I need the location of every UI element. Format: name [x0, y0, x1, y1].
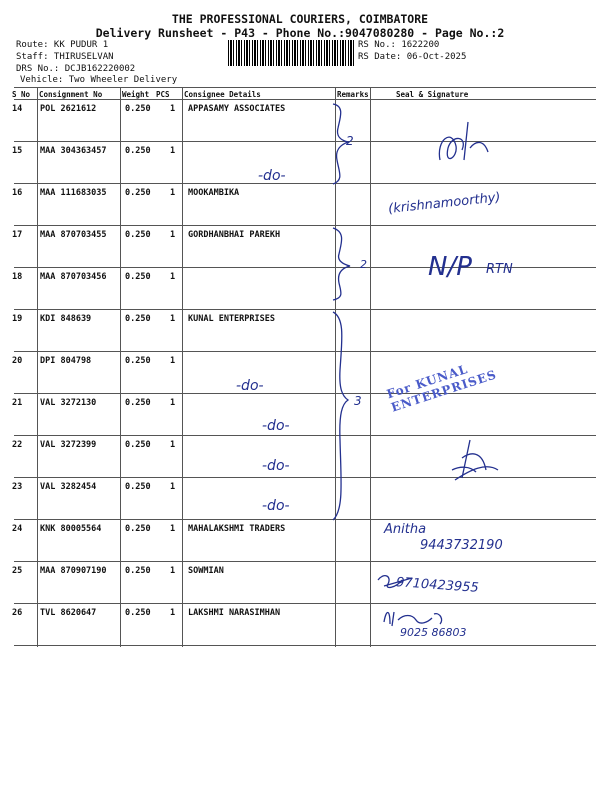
column-header-seal-signature: Seal & Signature — [396, 90, 469, 99]
cell-weight: 0.250 — [125, 314, 151, 324]
column-header-pcs: PCS — [156, 90, 170, 99]
ditto-mark-row-21: -do- — [262, 418, 290, 434]
cell-pcs: 1 — [170, 440, 176, 450]
cell-pcs: 1 — [170, 104, 176, 114]
ditto-mark-row-20: -do- — [236, 378, 264, 394]
cell-sno: 15 — [12, 146, 23, 156]
cell-weight: 0.250 — [125, 608, 151, 618]
cell-sno: 18 — [12, 272, 23, 282]
cell-consignment-no: MAA 870703456 — [40, 272, 107, 282]
cell-consignment-no: POL 2621612 — [40, 104, 97, 114]
cell-pcs: 1 — [170, 482, 176, 492]
rs-number: RS No.: 1622200 — [358, 40, 440, 50]
cell-sno: 22 — [12, 440, 23, 450]
phone-number-row-26: 9025 86803 — [400, 626, 467, 639]
cell-sno: 14 — [12, 104, 23, 114]
cell-weight: 0.250 — [125, 566, 151, 576]
remark-circled-2-row-18: 2 — [360, 258, 367, 271]
cell-weight: 0.250 — [125, 398, 151, 408]
cell-consignment-no: VAL 3282454 — [40, 482, 97, 492]
cell-consignment-no: KNK 80005564 — [40, 524, 102, 534]
cell-weight: 0.250 — [125, 188, 151, 198]
anitha-signature: Anitha — [384, 522, 427, 537]
phone-number-row-25: 9710423955 — [395, 575, 480, 596]
cell-consignment-no: KDI 848639 — [40, 314, 92, 324]
company-seal-stamp: For KUNAL ENTERPRISES — [385, 361, 499, 415]
cell-weight: 0.250 — [125, 104, 151, 114]
cell-pcs: 1 — [170, 566, 176, 576]
vehicle-label: Vehicle: Two Wheeler Delivery — [20, 75, 178, 85]
signature-scribble-row-26 — [384, 612, 442, 626]
cell-pcs: 1 — [170, 146, 176, 156]
cell-consignment-no: MAA 870703455 — [40, 230, 107, 240]
ditto-mark-row-15: -do- — [258, 168, 286, 184]
cell-consignment-no: MAA 304363457 — [40, 146, 107, 156]
cell-consignment-no: MAA 870907190 — [40, 566, 107, 576]
cell-consignment-no: VAL 3272130 — [40, 398, 97, 408]
cell-sno: 16 — [12, 188, 23, 198]
signature-scribble-row-22 — [452, 440, 498, 480]
runsheet-subtitle: Delivery Runsheet - P43 - Phone No.:9047080280 - Page No.:2 — [95, 26, 505, 40]
route-label: Route: KK PUDUR 1 — [16, 40, 109, 50]
cell-consignment-no: VAL 3272399 — [40, 440, 97, 450]
cell-pcs: 1 — [170, 188, 176, 198]
krishnamoorthy-signature: (krishnamoorthy) — [387, 190, 502, 217]
rtn-remark: RTN — [486, 262, 513, 277]
cell-consignee: GORDHANBHAI PAREKH — [188, 230, 281, 240]
cell-consignee: APPASAMY ASSOCIATES — [188, 104, 286, 114]
column-header-consignee: Consignee Details — [184, 90, 261, 99]
cell-pcs: 1 — [170, 356, 176, 366]
cell-consignee: SOWMIAN — [188, 566, 224, 576]
column-header-consignment: Consignment No — [39, 90, 103, 99]
cell-pcs: 1 — [170, 230, 176, 240]
cell-sno: 26 — [12, 608, 23, 618]
cell-pcs: 1 — [170, 608, 176, 618]
column-header-sno: S No — [12, 90, 31, 99]
cell-sno: 19 — [12, 314, 23, 324]
cell-pcs: 1 — [170, 524, 176, 534]
cell-weight: 0.250 — [125, 272, 151, 282]
signature-scribble-row-15 — [439, 122, 488, 160]
cell-consignment-no: MAA 111683035 — [40, 188, 107, 198]
np-remark: N/P — [428, 252, 472, 282]
cell-weight: 0.250 — [125, 440, 151, 450]
cell-consignee: LAKSHMI NARASIMHAN — [188, 608, 281, 618]
cell-weight: 0.250 — [125, 146, 151, 156]
cell-consignment-no: DPI 804798 — [40, 356, 92, 366]
remark-circled-2: 2 — [346, 134, 354, 148]
remark-circled-3: 3 — [354, 394, 362, 408]
cell-consignee: MOOKAMBIKA — [188, 188, 240, 198]
column-header-remarks: Remarks — [337, 90, 369, 99]
staff-label: Staff: THIRUSELVAN — [16, 52, 114, 62]
ditto-mark-row-22: -do- — [262, 458, 290, 474]
cell-pcs: 1 — [170, 398, 176, 408]
cell-sno: 25 — [12, 566, 23, 576]
brace-rows-17-18 — [333, 228, 350, 300]
column-header-weight: Weight — [122, 90, 150, 99]
cell-consignee: KUNAL ENTERPRISES — [188, 314, 275, 324]
rs-date: RS Date: 06-Oct-2025 — [358, 52, 467, 62]
cell-pcs: 1 — [170, 272, 176, 282]
phone-number-row-24: 9443732190 — [420, 538, 503, 553]
brace-rows-19-23 — [333, 312, 348, 520]
cell-sno: 17 — [12, 230, 23, 240]
cell-sno: 21 — [12, 398, 23, 408]
cell-weight: 0.250 — [125, 482, 151, 492]
cell-sno: 23 — [12, 482, 23, 492]
cell-consignment-no: TVL 8620647 — [40, 608, 97, 618]
cell-sno: 24 — [12, 524, 23, 534]
cell-weight: 0.250 — [125, 524, 151, 534]
drs-label: DRS No.: DCJB162220002 — [16, 64, 136, 74]
cell-pcs: 1 — [170, 314, 176, 324]
company-title: THE PROFESSIONAL COURIERS, COIMBATORE — [171, 12, 429, 26]
cell-consignee: MAHALAKSHMI TRADERS — [188, 524, 286, 534]
cell-weight: 0.250 — [125, 230, 151, 240]
ditto-mark-row-23: -do- — [262, 498, 290, 514]
cell-sno: 20 — [12, 356, 23, 366]
cell-weight: 0.250 — [125, 356, 151, 366]
